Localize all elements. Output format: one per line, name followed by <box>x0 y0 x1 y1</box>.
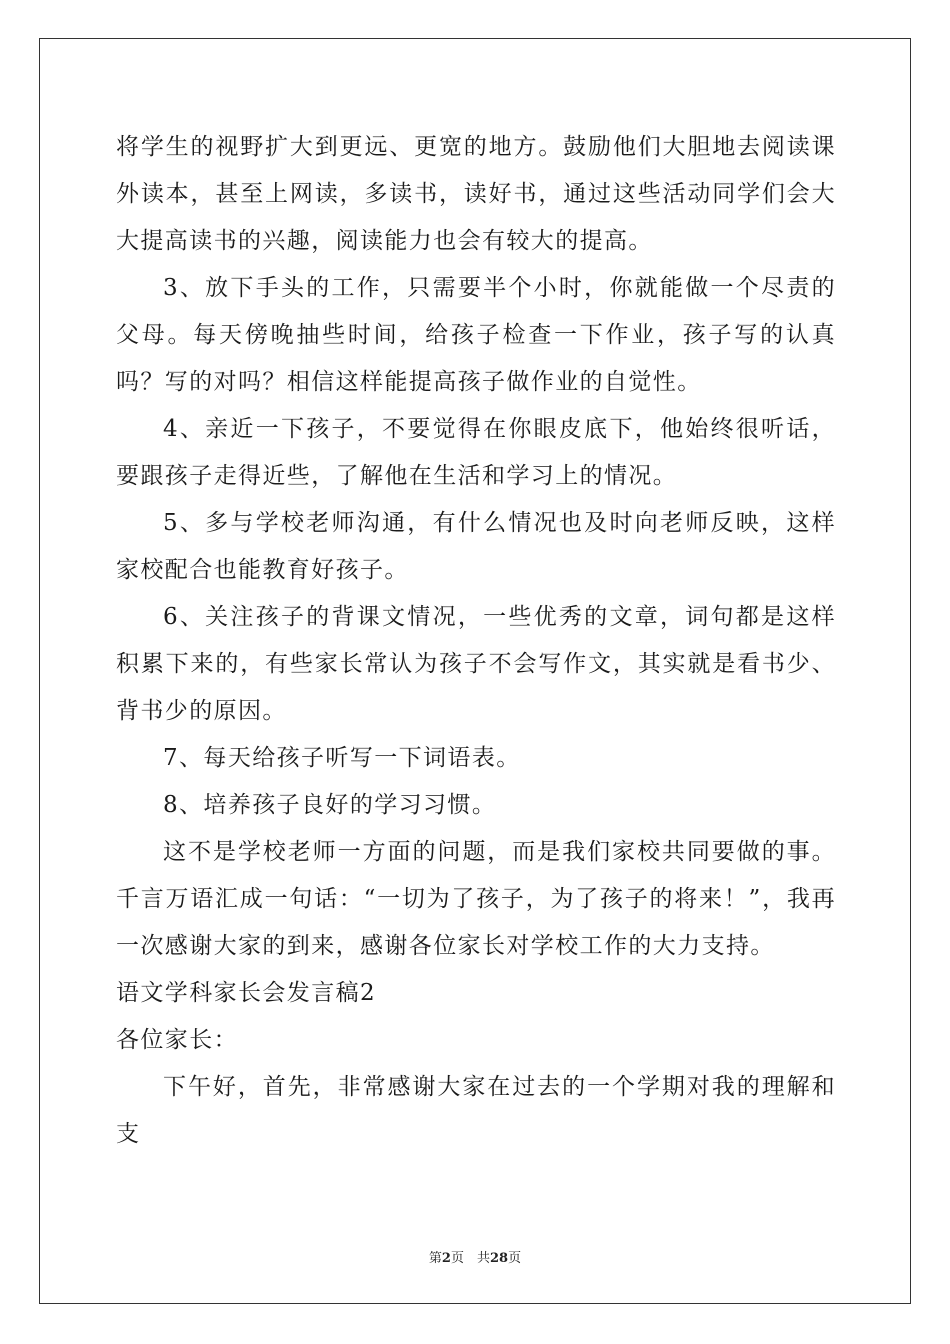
paragraph-1: 将学生的视野扩大到更远、更宽的地方。鼓励他们大胆地去阅读课外读本，甚至上网读，多读书，读好书，通过这些活动同学们会大大提高读书的兴趣，阅读能力也会有较大的提高。 <box>116 134 836 254</box>
paragraph-item-3: 3、放下手头的工作，只需要半个小时，你就能做一个尽责的父母。每天傍晚抽些时间，给孩子检查一下作业，孩子写的认真吗？写的对吗？相信这样能提高孩子做作业的自觉性。 <box>116 275 836 395</box>
footer-prefix: 第 <box>428 1251 442 1266</box>
section-heading: 语文学科家长会发言稿2 <box>116 980 377 1006</box>
salutation: 各位家长： <box>116 1027 238 1053</box>
paragraph-item-7: 7、每天给孩子听写一下词语表。 <box>163 745 521 771</box>
footer-suffix: 页 <box>508 1251 522 1266</box>
paragraph-item-5: 5、多与学校老师沟通，有什么情况也及时向老师反映，这样家校配合也能教育好孩子。 <box>116 510 836 583</box>
paragraph-item-8: 8、培养孩子良好的学习习惯。 <box>163 792 497 818</box>
document-body <box>116 124 836 1158</box>
footer-mid: 页 共 <box>450 1251 490 1266</box>
page-footer <box>0 1247 950 1266</box>
footer-current-page: 2 <box>441 1251 451 1266</box>
paragraph-closing: 这不是学校老师一方面的问题，而是我们家校共同要做的事。千言万语汇成一句话：“一切为了孩子，为了孩子的将来！”，我再一次感谢大家的到来，感谢各位家长对学校工作的大力支持。 <box>116 839 836 959</box>
footer-total-pages: 28 <box>489 1251 509 1266</box>
paragraph-greeting: 下午好，首先，非常感谢大家在过去的一个学期对我的理解和支 <box>116 1074 836 1147</box>
paragraph-item-4: 4、亲近一下孩子，不要觉得在你眼皮底下，他始终很听话，要跟孩子走得近些，了解他在生活和学习上的情况。 <box>116 416 836 489</box>
paragraph-item-6: 6、关注孩子的背课文情况，一些优秀的文章，词句都是这样积累下来的，有些家长常认为孩子不会写作文，其实就是看书少、背书少的原因。 <box>116 604 836 724</box>
